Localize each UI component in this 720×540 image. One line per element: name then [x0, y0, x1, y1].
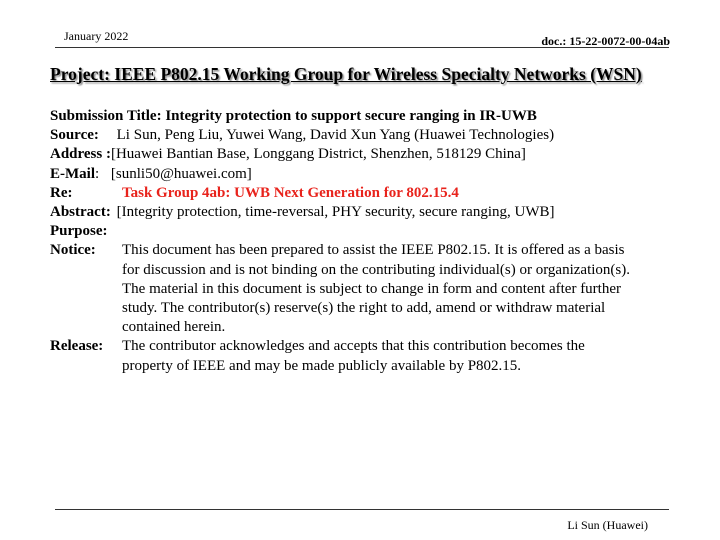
source-label: Source:: [50, 127, 99, 144]
release-block: [50, 337, 680, 375]
submission-title-label: Submission Title:: [50, 108, 162, 124]
re-line: [50, 184, 680, 203]
source-value: Li Sun, Peng Liu, Yuwei Wang, David Xun Yang (Huawei Technologies): [116, 127, 555, 144]
abstract-line: [50, 203, 680, 222]
email-value: [sunli50@huawei.com]: [110, 165, 252, 182]
submission-body: [50, 107, 680, 376]
purpose-label: Purpose:: [50, 223, 108, 240]
notice-block: [50, 241, 680, 337]
email-line: [50, 165, 680, 184]
project-title: Project: IEEE P802.15 Working Group for Wireless Specialty Networks (WSN): [50, 64, 642, 84]
purpose-line: [50, 222, 680, 241]
notice-line: This document has been prepared to assist the IEEE P802.15. It is offered as a basis: [122, 242, 625, 259]
header-doc-id: doc.: 15-22-0072-00-04ab: [541, 34, 670, 48]
notice-text: [122, 241, 680, 337]
release-line: The contributor acknowledges and accepts that this contribution becomes the: [122, 338, 585, 355]
re-value: Task Group 4ab: UWB Next Generation for 802.15.4: [122, 184, 459, 201]
release-line: property of IEEE and may be made publicly available by P802.15.: [122, 357, 522, 374]
address-label: Address :: [50, 146, 111, 163]
email-separator: :: [95, 165, 100, 182]
header-divider: [55, 47, 669, 48]
release-label: Release:: [50, 338, 104, 355]
notice-line: for discussion and is not binding on the contributing individual(s) or organization(s).: [122, 261, 630, 278]
abstract-value: [Integrity protection, time-reversal, PHY security, secure ranging, UWB]: [116, 204, 555, 221]
address-value: [Huawei Bantian Base, Longgang District, Shenzhen, 518129 China]: [110, 146, 526, 163]
footer-author: Li Sun (Huawei): [567, 518, 648, 532]
address-line: [50, 145, 680, 164]
header-date: January 2022: [64, 29, 129, 43]
notice-line: study. The contributor(s) reserve(s) the right to add, amend or withdraw material: [122, 300, 606, 317]
re-label: Re:: [50, 184, 73, 201]
footer-divider: [55, 509, 669, 510]
email-label: E-Mail: [50, 165, 95, 182]
notice-line: contained herein.: [122, 319, 226, 336]
abstract-label: Abstract:: [50, 204, 111, 221]
source-line: [50, 126, 680, 145]
notice-label: Notice:: [50, 242, 96, 259]
submission-title-value: Integrity protection to support secure ranging in IR-UWB: [165, 108, 537, 124]
release-text: [122, 337, 680, 375]
notice-line: The material in this document is subject to change in form and content after further: [122, 280, 621, 297]
submission-title-line: [50, 107, 680, 126]
